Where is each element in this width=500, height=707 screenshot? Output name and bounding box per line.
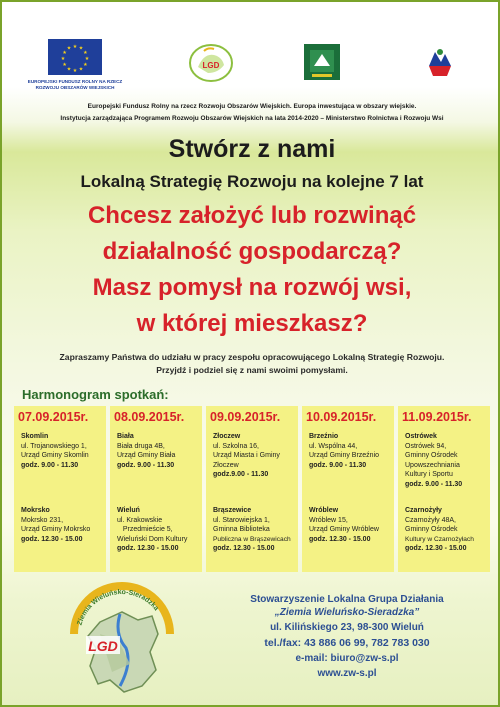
meeting-address-line: Wróblew 15, <box>309 516 348 524</box>
svg-text:★: ★ <box>78 45 84 52</box>
meeting-place: Ostrówek <box>405 433 437 440</box>
meeting-address-line: Publiczna w Brąszewicach <box>213 535 291 543</box>
title-line-2: Lokalną Strategię Rozwoju na kolejne 7 lat <box>80 172 424 191</box>
schedule-day <box>206 406 298 572</box>
eu-caption-line1: EUROPEJSKI FUNDUSZ ROLNY NA RZECZ <box>27 79 123 84</box>
meeting-morning <box>21 432 111 470</box>
question-line-3: Masz pomysł na rozwój wsi, <box>92 274 412 301</box>
meeting-address-line: ul. Trojanowskiego 1, <box>21 442 87 450</box>
logo-row <box>2 32 500 88</box>
meeting-address-line: Gminna Biblioteka <box>213 526 270 534</box>
meeting-morning <box>117 432 207 470</box>
meeting-afternoon <box>21 506 111 544</box>
meeting-place: Brąszewice <box>213 507 252 514</box>
schedule-day <box>398 406 490 572</box>
meeting-morning <box>309 432 399 470</box>
schedule-date: 11.09.2015r. <box>402 410 472 424</box>
meeting-place: Mokrsko <box>21 507 50 514</box>
schedule-day <box>302 406 394 572</box>
invite-line-1: Zapraszamy Państwa do udziału w pracy zespołu opracowującego Lokalną Strategię Rozwoju. <box>59 352 445 362</box>
meeting-address-line: ul. Krakowskie <box>117 516 163 524</box>
schedule-date: 10.09.2015r. <box>306 410 377 424</box>
svg-text:★: ★ <box>62 50 67 56</box>
svg-text:★: ★ <box>83 50 88 56</box>
meeting-address-line: Czarnożyły 48A, <box>405 516 456 524</box>
meeting-address-line: ul. Wspólna 44, <box>309 442 358 450</box>
schedule-date: 08.09.2015r. <box>114 410 185 424</box>
org-address: ul. Kilińskiego 23, 98-300 Wieluń <box>270 622 424 633</box>
meeting-address-line: Ostrówek 94, <box>405 442 447 450</box>
invite-line-2: Przyjdź i podziel się z nami swoimi pomysłami. <box>156 365 348 375</box>
meeting-place: Brzeźnio <box>309 433 339 440</box>
svg-text:★: ★ <box>84 56 90 62</box>
fund-line-2: Instytucja zarządzająca Programem Rozwoju Obszarów Wiejskich na lata 2014-2020 – Ministerstwo Rolnictwa i Rozwoju Wsi <box>60 115 444 122</box>
meeting-place: Wróblew <box>309 507 339 514</box>
meeting-hours: godz. 12.30 - 15.00 <box>213 545 275 553</box>
lgd-small-logo <box>188 43 234 83</box>
org-line-1: Stowarzyszenie Lokalna Grupa Działania <box>250 594 444 605</box>
eu-flag-logo <box>48 39 102 75</box>
svg-text:★: ★ <box>66 45 72 52</box>
meeting-address-line: ul. Szkolna 16, <box>213 442 259 450</box>
meeting-place: Biała <box>117 433 134 440</box>
meeting-address-line: Mokrsko 231, <box>21 516 64 524</box>
meeting-address-line: Przedmieście 5, <box>117 526 173 534</box>
meeting-address-line: ul. Starowiejska 1, <box>213 516 270 524</box>
question-line-1: Chcesz założyć lub rozwinąć <box>87 202 417 229</box>
schedule-day <box>110 406 202 572</box>
svg-text:★: ★ <box>72 44 78 50</box>
meeting-place: Złoczew <box>213 433 241 440</box>
meeting-place: Czarnożyły <box>405 507 442 514</box>
eu-caption-line2: ROZWOJU OBSZARÓW WIEJSKICH <box>35 85 115 90</box>
meeting-morning <box>213 432 303 480</box>
meeting-afternoon <box>117 506 207 554</box>
meeting-address-line: Biała druga 4B, <box>117 442 165 450</box>
fund-line-1: Europejski Fundusz Rolny na rzecz Rozwoju Obszarów Wiejskich. Europa inwestująca w obszary wiejskie. <box>87 103 417 110</box>
map-ring-text: Ziemia Wieluńsko-Sieradzka <box>76 588 160 627</box>
svg-text:★: ★ <box>60 56 66 62</box>
meeting-morning <box>405 432 495 490</box>
leader-logo <box>304 44 340 80</box>
meeting-address-line: Gminny Ośrodek <box>405 526 458 534</box>
meeting-place: Wieluń <box>117 507 140 514</box>
meeting-hours: godz. 12.30 - 15.00 <box>405 545 467 553</box>
meeting-afternoon <box>309 506 399 544</box>
schedule-grid <box>14 406 492 572</box>
meeting-place: Skomlin <box>21 433 49 440</box>
meeting-hours: godz. 12.30 - 15.00 <box>21 535 83 543</box>
org-email: e-mail: biuro@zw-s.pl <box>295 653 399 664</box>
meeting-address-line: Urząd Gminy Wróblew <box>309 526 379 534</box>
meeting-address-line: Urząd Miasta i Gminy <box>213 452 280 460</box>
meeting-afternoon <box>213 506 303 554</box>
meeting-hours: godz. 9.00 - 11.30 <box>117 461 175 469</box>
meeting-address-line: Kultury w Czarnożyłach <box>405 535 474 543</box>
question-line-4: w której mieszkasz? <box>136 310 368 337</box>
meeting-address-line: Wieluński Dom Kultury <box>117 535 188 543</box>
meeting-address-line: Kultury i Sportu <box>405 471 453 479</box>
schedule-day <box>14 406 106 572</box>
meeting-hours: godz.9.00 - 11.30 <box>213 471 269 479</box>
harmonogram-title: Harmonogram spotkań: <box>22 387 169 402</box>
schedule-date: 07.09.2015r. <box>18 410 89 424</box>
meeting-hours: godz. 9.00 - 11.30 <box>405 480 463 488</box>
meeting-address-line: Gminny Ośrodek <box>405 452 458 460</box>
meeting-address-line: Urząd Gminy Skomlin <box>21 452 89 460</box>
title-line-1: Stwórz z nami <box>168 135 336 163</box>
meeting-hours: godz. 9.00 - 11.30 <box>21 461 79 469</box>
org-website-link[interactable]: www.zw-s.pl <box>317 668 377 679</box>
meeting-address-line: Urząd Gminy Mokrsko <box>21 526 91 534</box>
meeting-address-line: Złoczew <box>213 461 239 469</box>
meeting-afternoon <box>405 506 495 554</box>
svg-text:★: ★ <box>83 62 88 68</box>
lgd-small-text: LGD <box>202 61 220 70</box>
meeting-address-line: Upowszechniania <box>405 461 460 469</box>
schedule-date: 09.09.2015r. <box>210 410 281 424</box>
question-line-2: działalność gospodarczą? <box>102 238 402 265</box>
meeting-address-line: Urząd Gminy Brzeźnio <box>309 452 380 460</box>
svg-text:★: ★ <box>66 66 72 73</box>
org-line-2: „Ziemia Wieluńsko-Sieradzka” <box>274 607 420 618</box>
svg-text:★: ★ <box>72 68 78 74</box>
meeting-address-line: Urząd Gminy Biała <box>117 452 176 460</box>
lgd-map-logo <box>60 574 180 699</box>
map-lgd-text: LGD <box>88 638 118 654</box>
meeting-hours: godz. 9.00 - 11.30 <box>309 461 367 469</box>
svg-text:★: ★ <box>78 66 84 73</box>
eu-caption <box>20 79 130 91</box>
svg-text:★: ★ <box>62 62 67 68</box>
prow-logo <box>425 44 485 84</box>
org-phone: tel./fax: 43 886 06 99, 782 783 030 <box>264 637 430 649</box>
meeting-hours: godz. 12.30 - 15.00 <box>309 535 371 543</box>
meeting-hours: godz. 12.30 - 15.00 <box>117 545 179 553</box>
